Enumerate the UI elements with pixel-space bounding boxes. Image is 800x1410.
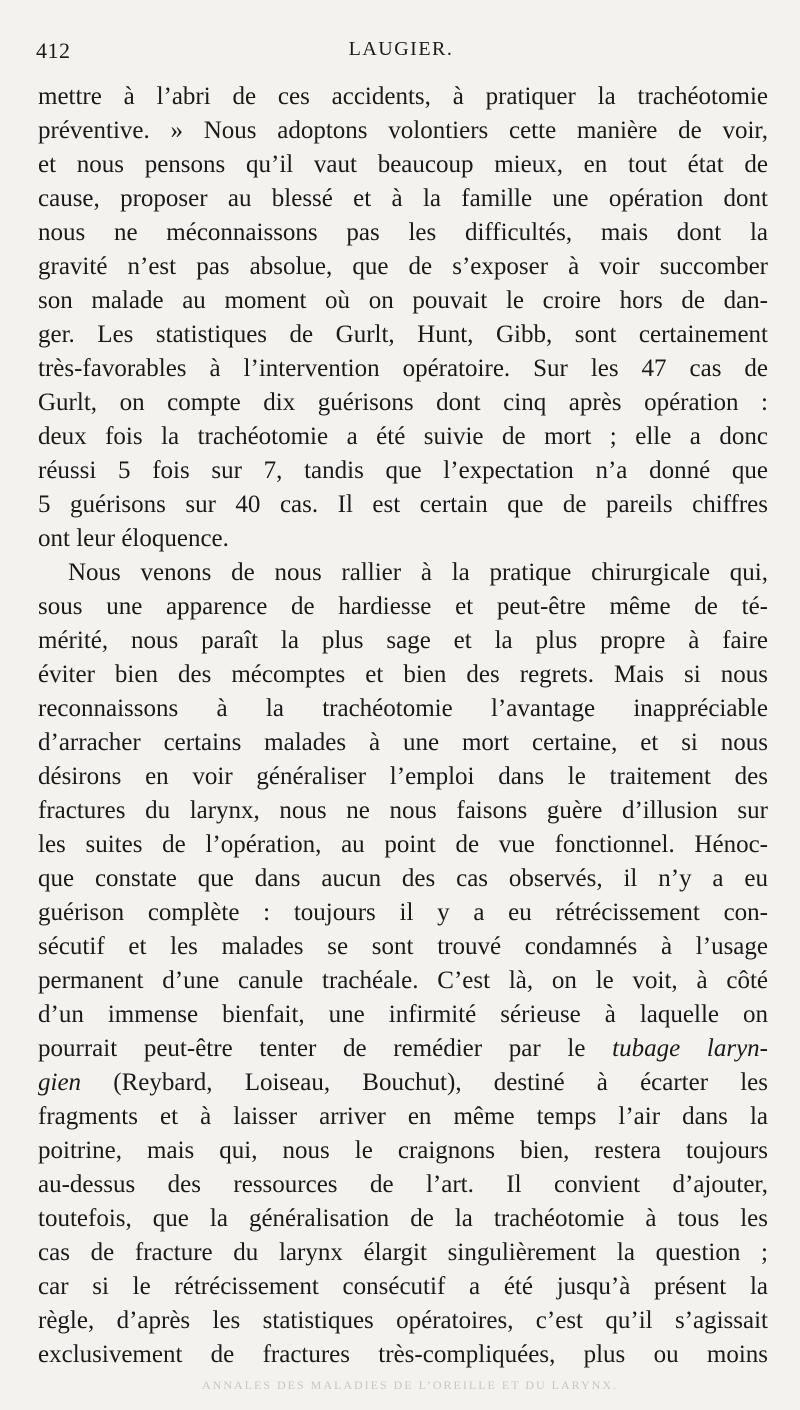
text-line: que constate que dans aucun des cas observés, il n’y a eu (38, 865, 768, 892)
text-line: cause, proposer au blessé et à la famille une opération dont (38, 185, 768, 212)
text-line: cas de fracture du larynx élargit singulièrement la question ; (38, 1239, 768, 1266)
text-line-with-italic (38, 1066, 768, 1100)
text-line: poitrine, mais qui, nous le craignons bien, restera toujours (38, 1137, 768, 1164)
text-line: d’un immense bienfait, une infirmité sérieuse à laquelle on (38, 1001, 768, 1028)
text-line: préventive. » Nous adoptons volontiers cette manière de voir, (38, 117, 768, 144)
body-text (38, 80, 768, 1372)
page-number: 412 (36, 38, 71, 63)
text-line: les suites de l’opération, au point de vue fonctionnel. Hénoc- (38, 831, 768, 858)
text-line: ger. Les statistiques de Gurlt, Hunt, Gibb, sont certainement (38, 321, 768, 348)
paragraph-end-line: ont leur éloquence. (38, 525, 229, 552)
text-segment: (Reybard, Loiseau, Bouchut), destiné à écarter les (113, 1069, 768, 1096)
text-line: mérité, nous paraît la plus sage et la plus propre à faire (38, 627, 768, 654)
text-line: mettre à l’abri de ces accidents, à pratiquer la trachéotomie (38, 83, 768, 110)
text-line: deux fois la trachéotomie a été suivie de mort ; elle a donc (38, 423, 768, 450)
text-line: exclusivement de fractures très-compliquées, plus ou moins (38, 1341, 768, 1368)
text-line: gravité n’est pas absolue, que de s’exposer à voir succomber (38, 253, 768, 280)
text-line: toutefois, que la généralisation de la trachéotomie à tous les (38, 1205, 768, 1232)
text-line: très-favorables à l’intervention opératoire. Sur les 47 cas de (38, 355, 768, 382)
text-line: fractures du larynx, nous ne nous faisons guère d’illusion sur (38, 797, 768, 824)
text-line: désirons en voir généraliser l’emploi dans le traitement des (38, 763, 768, 790)
text-line: car si le rétrécissement consécutif a été jusqu’à présent la (38, 1273, 768, 1300)
text-line: 5 guérisons sur 40 cas. Il est certain que de pareils chiffres (38, 491, 768, 518)
text-line: d’arracher certains malades à une mort certaine, et si nous (38, 729, 768, 756)
text-line: règle, d’après les statistiques opératoires, c’est qu’il s’agissait (38, 1307, 768, 1334)
page-header (36, 38, 766, 72)
text-line: sous une apparence de hardiesse et peut-être même de té- (38, 593, 768, 620)
text-line: sécutif et les malades se sont trouvé condamnés à l’usage (38, 933, 768, 960)
text-line: reconnaissons à la trachéotomie l’avantage inappréciable (38, 695, 768, 722)
running-head: LAUGIER. (348, 38, 454, 60)
text-line: son malade au moment où on pouvait le croire hors de dan- (38, 287, 768, 314)
italic-term: gien (38, 1069, 82, 1096)
text-line: réussi 5 fois sur 7, tandis que l’expectation n’a donné que (38, 457, 768, 484)
italic-term: tubage laryn- (612, 1035, 768, 1062)
paragraph-start-line: Nous venons de nous rallier à la pratique chirurgicale qui, (68, 559, 768, 586)
text-line: Gurlt, on compte dix guérisons dont cinq après opération : (38, 389, 768, 416)
text-line: fragments et à laisser arriver en même temps l’air dans la (38, 1103, 768, 1130)
show-through-footer: ANNALES DES MALADIES DE L’OREILLE ET DU LARYNX. (202, 1378, 618, 1392)
text-line: et nous pensons qu’il vaut beaucoup mieux, en tout état de (38, 151, 768, 178)
text-line: au-dessus des ressources de l’art. Il convient d’ajouter, (38, 1171, 768, 1198)
text-line: permanent d’une canule trachéale. C’est là, on le voit, à côté (38, 967, 768, 994)
text-line: nous ne méconnaissons pas les difficultés, mais dont la (38, 219, 768, 246)
text-segment: pourrait peut-être tenter de remédier par le (38, 1035, 586, 1062)
text-line-with-italic (38, 1032, 768, 1066)
text-line: éviter bien des mécomptes et bien des regrets. Mais si nous (38, 661, 768, 688)
text-line: guérison complète : toujours il y a eu rétrécissement con- (38, 899, 768, 926)
